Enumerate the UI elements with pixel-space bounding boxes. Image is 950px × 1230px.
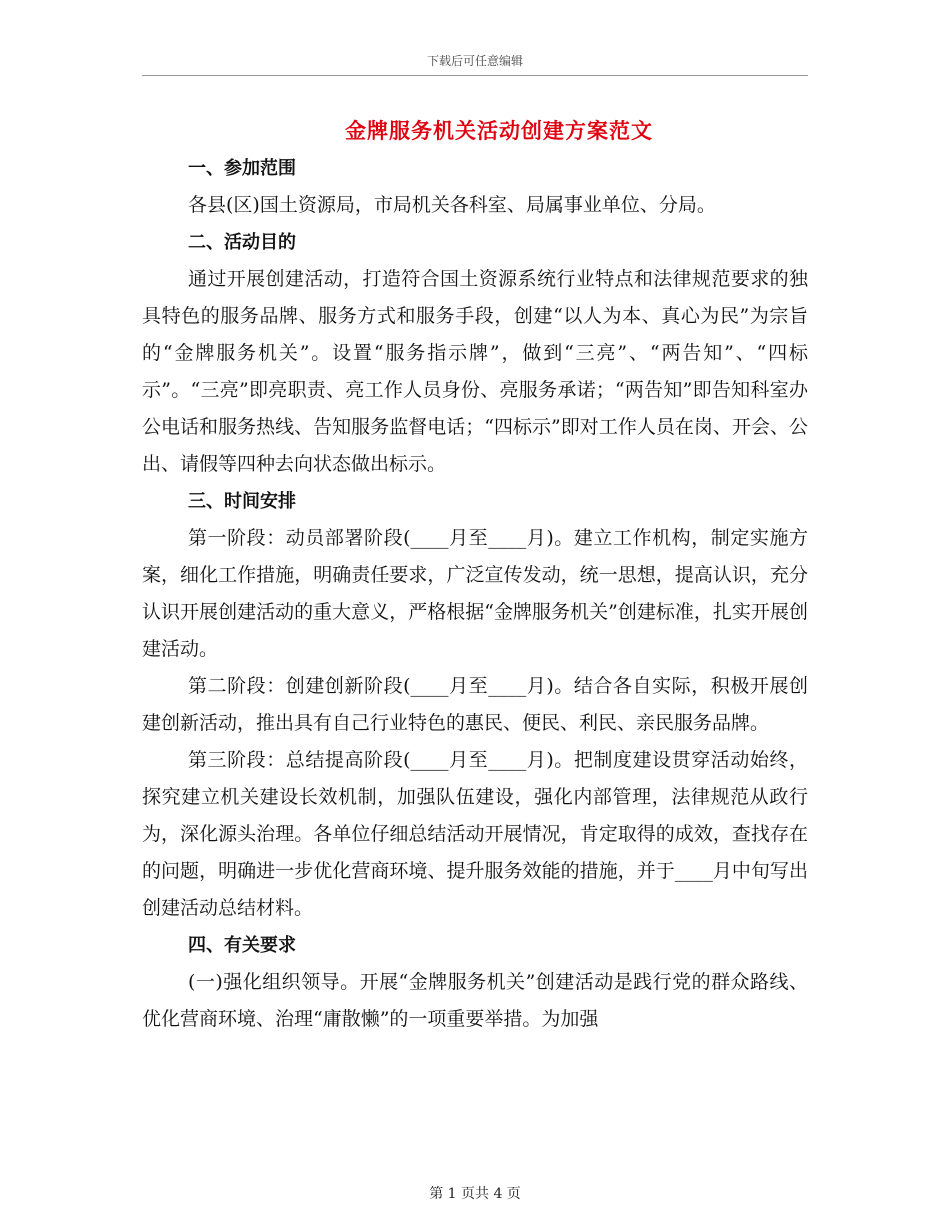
page-number: 第 1 页共 4 页 <box>429 1186 521 1202</box>
paragraph: 各县(区)国土资源局，市局机关各科室、局属事业单位、分局。 <box>188 194 716 216</box>
header-divider <box>142 75 808 76</box>
document-title: 金牌服务机关活动创建方案范文 <box>345 118 653 143</box>
page-header: 下载后可任意编辑 <box>426 54 523 68</box>
paragraph: 第一阶段：动员部署阶段(____月至____月)。建立工作机构，制定实施方案，细化工作措施，明确责任要求，广泛宣传发动，统一思想，提高认识，充分认识开展创建活动的重大意义，严格根据“金牌服务机关”创建标准，扎实开展创建活动。 <box>142 527 808 660</box>
section-heading-scope: 一、参加范围 <box>188 158 296 179</box>
paragraph: 第二阶段：创建创新阶段(____月至____月)。结合各自实际，积极开展创建创新活动，推出具有自己行业特色的惠民、便民、利民、亲民服务品牌。 <box>142 675 808 734</box>
section-heading-requirements: 四、有关要求 <box>188 935 296 956</box>
document-body <box>142 150 808 1038</box>
paragraph: 第三阶段：总结提高阶段(____月至____月)。把制度建设贯穿活动始终，探究建立机关建设长效机制，加强队伍建设，强化内部管理，法律规范从政行为，深化源头治理。各单位仔细总结活动开展情况，肯定取得的成效，查找存在的问题，明确进一步优化营商环境、提升服务效能的措施，并于____月中旬写出创建活动总结材料。 <box>142 749 808 919</box>
paragraph: (一)强化组织领导。开展“金牌服务机关”创建活动是践行党的群众路线、优化营商环境、治理“庸散懒”的一项重要举措。为加强 <box>142 971 808 1030</box>
section-heading-schedule: 三、时间安排 <box>188 491 296 512</box>
section-heading-purpose: 二、活动目的 <box>188 232 296 253</box>
paragraph: 通过开展创建活动，打造符合国土资源系统行业特点和法律规范要求的独具特色的服务品牌、服务方式和服务手段，创建“以人为本、真心为民”为宗旨的“金牌服务机关”。设置“服务指示牌”，做到“三亮”、“两告知”、“四标示”。“三亮”即亮职责、亮工作人员身份、亮服务承诺；“两告知”即告知科室办公电话和服务热线、告知服务监督电话；“四标示”即对工作人员在岗、开会、公出、请假等四种去向状态做出标示。 <box>142 268 808 475</box>
